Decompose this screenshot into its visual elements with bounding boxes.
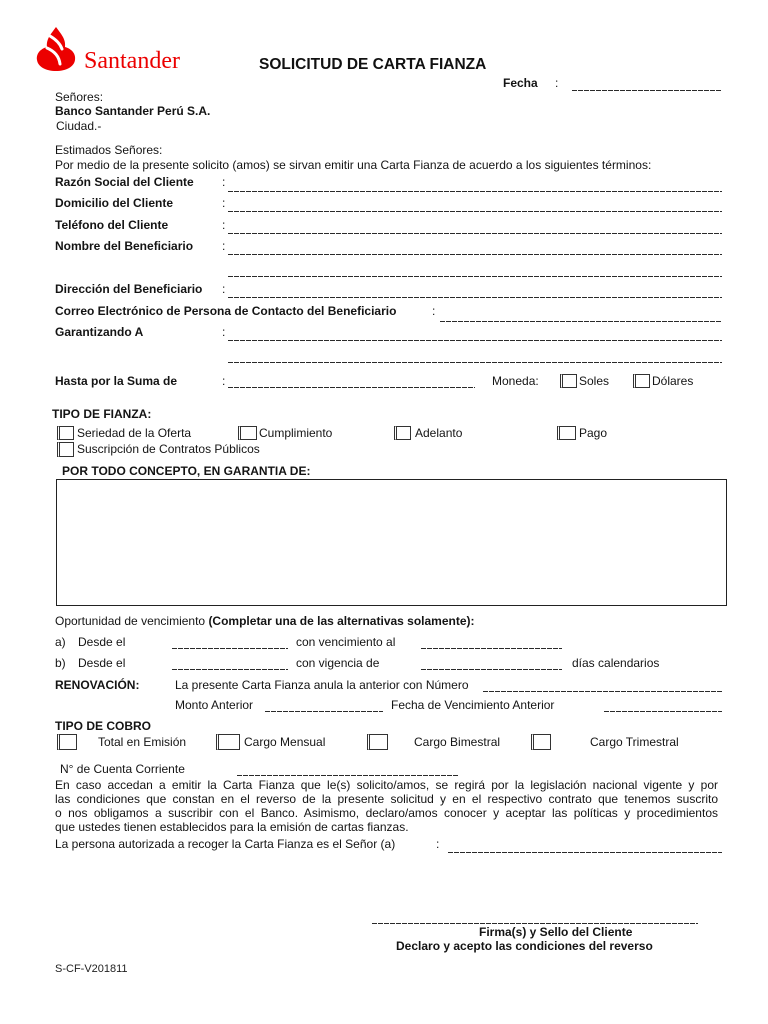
billing-monthly-checkbox[interactable] — [216, 734, 240, 750]
beneficiary-email-label: Correo Electrónico de Persona de Contacto del Beneficiario — [55, 304, 397, 318]
maturity-label — [55, 614, 475, 628]
option-a-from-field[interactable] — [172, 635, 288, 649]
bond-type-performance-label: Cumplimiento — [259, 426, 333, 440]
terms-line: En caso accedan a emitir la Carta Fianza que le(s) solicito/amos, se regirá por la legislación nacional vigente y por — [55, 778, 718, 792]
guaranteeing-field-line-2[interactable] — [228, 349, 722, 363]
account-field[interactable] — [237, 762, 458, 776]
billing-quarterly-checkbox[interactable] — [531, 734, 551, 750]
client-phone-field[interactable] — [228, 220, 722, 234]
billing-type-heading: TIPO DE COBRO — [55, 719, 152, 733]
currency-soles-label: Soles — [579, 374, 610, 388]
amount-separator: : — [222, 374, 226, 388]
guarantee-concept-textarea[interactable] — [56, 479, 727, 606]
option-b-from-field[interactable] — [172, 656, 288, 670]
bond-type-bid-label: Seriedad de la Oferta — [77, 426, 192, 440]
currency-soles-checkbox[interactable] — [560, 374, 577, 388]
form-code: S-CF-V201811 — [55, 963, 128, 975]
bond-type-heading: TIPO DE FIANZA: — [52, 407, 152, 421]
brand-wordmark: Santander — [84, 48, 180, 74]
currency-label: Moneda: — [492, 374, 539, 388]
bank-name: Banco Santander Perú S.A. — [55, 104, 211, 118]
billing-quarterly-label: Cargo Trimestral — [590, 735, 679, 749]
bond-type-payment-checkbox[interactable] — [557, 426, 576, 440]
option-a-from-label: Desde el — [78, 635, 126, 649]
client-name-label: Razón Social del Cliente — [55, 175, 194, 189]
terms-line: que ustedes tienen establecidos para la emisión de cartas fianzas. — [55, 820, 409, 834]
authorized-person-label: La persona autorizada a recoger la Carta Fianza es el Señor (a) — [55, 837, 396, 851]
beneficiary-name-field-line-2[interactable] — [228, 263, 722, 277]
amount-field[interactable] — [228, 374, 475, 388]
guaranteeing-label: Garantizando A — [55, 325, 144, 339]
billing-monthly-label: Cargo Mensual — [244, 735, 326, 749]
page-title: SOLICITUD DE CARTA FIANZA — [259, 56, 487, 73]
beneficiary-address-label: Dirección del Beneficiario — [55, 282, 203, 296]
amount-label: Hasta por la Suma de — [55, 374, 178, 388]
renewal-previous-number-field[interactable] — [483, 678, 722, 692]
maturity-label-note: (Completar una de las alternativas solamente): — [208, 614, 475, 628]
currency-dolares-label: Dólares — [652, 374, 694, 388]
bond-type-performance-checkbox[interactable] — [238, 426, 257, 440]
currency-dolares-checkbox[interactable] — [633, 374, 650, 388]
renewal-previous-amount-label: Monto Anterior — [175, 698, 254, 712]
guaranteeing-field[interactable] — [228, 327, 722, 341]
renewal-previous-due-date-label: Fecha de Vencimiento Anterior — [391, 698, 555, 712]
billing-total-checkbox[interactable] — [57, 734, 77, 750]
option-a-marker: a) — [55, 635, 66, 649]
bond-type-public-contracts-label: Suscripción de Contratos Públicos — [77, 442, 260, 456]
client-address-label: Domicilio del Cliente — [55, 196, 174, 210]
date-field[interactable] — [572, 77, 722, 91]
signature-label: Firma(s) y Sello del Cliente — [479, 925, 633, 939]
option-b-term-unit: días calendarios — [572, 656, 660, 670]
account-label: N° de Cuenta Corriente — [60, 762, 185, 776]
guarantee-concept-heading: POR TODO CONCEPTO, EN GARANTIA DE: — [62, 464, 311, 478]
beneficiary-name-label: Nombre del Beneficiario — [55, 239, 194, 253]
signature-declaration: Declaro y acepto las condiciones del reverso — [396, 939, 653, 953]
client-phone-separator: : — [222, 218, 226, 232]
authorized-person-field[interactable] — [448, 839, 722, 853]
renewal-previous-number-label: La presente Carta Fianza anula la anterior con Número — [175, 678, 469, 692]
billing-bimonthly-label: Cargo Bimestral — [414, 735, 501, 749]
option-b-term-label: con vigencia de — [296, 656, 380, 670]
greeting: Estimados Señores: — [55, 143, 163, 157]
billing-bimonthly-checkbox[interactable] — [367, 734, 388, 750]
bond-type-payment-label: Pago — [579, 426, 608, 440]
beneficiary-name-separator: : — [222, 239, 226, 253]
authorized-person-separator: : — [436, 837, 440, 851]
beneficiary-name-field[interactable] — [228, 241, 722, 255]
option-b-term-field[interactable] — [421, 656, 562, 670]
client-name-field[interactable] — [228, 178, 722, 192]
santander-flame-icon — [35, 26, 77, 72]
city: Ciudad.- — [56, 119, 102, 133]
signature-field[interactable] — [372, 910, 698, 924]
option-b-marker: b) — [55, 656, 66, 670]
bond-type-public-contracts-checkbox[interactable] — [57, 442, 74, 457]
bond-type-bid-checkbox[interactable] — [57, 426, 74, 440]
option-a-to-label: con vencimiento al — [296, 635, 396, 649]
date-label: Fecha — [503, 76, 538, 90]
client-address-field[interactable] — [228, 198, 722, 212]
guaranteeing-separator: : — [222, 325, 226, 339]
beneficiary-email-field[interactable] — [440, 308, 722, 322]
client-name-separator: : — [222, 175, 226, 189]
intro-text: Por medio de la presente solicito (amos) se sirvan emitir una Carta Fianza de acuerdo a los siguientes términos: — [55, 158, 652, 172]
renewal-previous-amount-field[interactable] — [265, 698, 383, 712]
bond-type-advance-label: Adelanto — [415, 426, 463, 440]
terms-paragraph — [55, 778, 718, 834]
option-b-from-label: Desde el — [78, 656, 126, 670]
option-a-to-field[interactable] — [421, 635, 562, 649]
beneficiary-email-separator: : — [432, 304, 436, 318]
salutation: Señores: — [55, 90, 104, 104]
date-separator: : — [555, 76, 559, 90]
client-address-separator: : — [222, 196, 226, 210]
billing-total-label: Total en Emisión — [98, 735, 187, 749]
beneficiary-address-separator: : — [222, 282, 226, 296]
bond-type-advance-checkbox[interactable] — [394, 426, 411, 440]
maturity-label-text: Oportunidad de vencimiento — [55, 614, 209, 628]
renewal-previous-due-date-field[interactable] — [604, 698, 722, 712]
renewal-heading: RENOVACIÓN: — [55, 678, 140, 692]
client-phone-label: Teléfono del Cliente — [55, 218, 169, 232]
beneficiary-address-field[interactable] — [228, 284, 722, 298]
terms-line: o nos obligamos a suscribir con el Banco. Asimismo, declaro/amos conocer y aceptar las políticas y procedimientos — [55, 806, 718, 820]
terms-line: las condiciones que constan en el reverso de la presente solicitud y en el respectivo contrato que tenemos suscrito — [55, 792, 718, 806]
